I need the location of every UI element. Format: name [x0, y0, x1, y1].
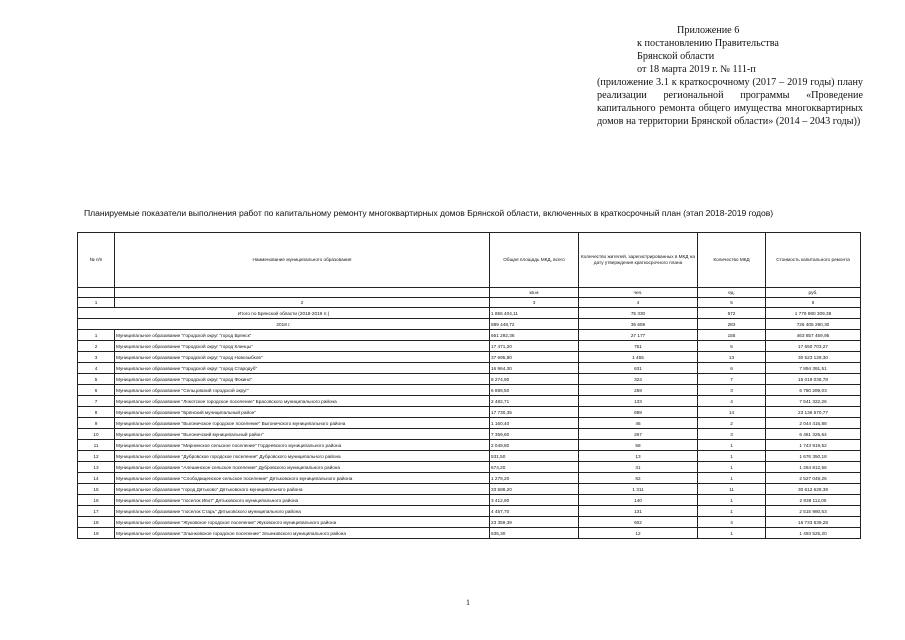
- row-count: 13: [698, 352, 766, 363]
- row-cost: 2 527 049,26: [766, 473, 861, 484]
- row-area: 4 457,70: [490, 506, 579, 517]
- row-area: 2 049,80: [490, 440, 579, 451]
- row-num: 16: [78, 495, 115, 506]
- table-row: [78, 440, 861, 451]
- row-area: 23 359,39: [490, 517, 579, 528]
- row-municipality: Муниципальное образование "Мирнинское сельское поселение" Гордеевского муниципального района: [115, 440, 490, 451]
- row-cost: 30 523 128,30: [766, 352, 861, 363]
- table-column-numbers-row: [78, 298, 861, 308]
- row-municipality: Муниципальное образование "Алешинское сельское поселение" Дубровского муниципального района: [115, 462, 490, 473]
- row-num: 19: [78, 528, 115, 539]
- row-area: 17 471,20: [490, 341, 579, 352]
- appendix-line-region: Брянской области: [637, 51, 715, 62]
- year-area: 889 448,72: [490, 319, 579, 330]
- row-area: 1 160,40: [490, 418, 579, 429]
- row-num: 4: [78, 363, 115, 374]
- row-num: 10: [78, 429, 115, 440]
- row-municipality: Муниципальное образование "Слободищенское сельское поселение" Дятьковского муниципального района: [115, 473, 490, 484]
- row-municipality: Муниципальное образование "Городской округ "город Новозыбков": [115, 352, 490, 363]
- row-area: 2 482,71: [490, 396, 579, 407]
- col-number: 6: [766, 298, 861, 308]
- table-row: [78, 462, 861, 473]
- row-count: 1: [698, 440, 766, 451]
- row-cost: 23 136 570,77: [766, 407, 861, 418]
- row-area: 3 412,90: [490, 495, 579, 506]
- row-cost: 7 894 391,51: [766, 363, 861, 374]
- row-cost: 30 612 628,39: [766, 484, 861, 495]
- row-num: 8: [78, 407, 115, 418]
- table-header-row: [78, 233, 861, 288]
- year-cost: 726 405 290,30: [766, 319, 861, 330]
- row-num: 18: [78, 517, 115, 528]
- row-count: 2: [698, 418, 766, 429]
- table-row: [78, 385, 861, 396]
- row-residents: 46: [579, 418, 698, 429]
- row-municipality: Муниципальное образование "поселок Старь" Дятьковского муниципального района: [115, 506, 490, 517]
- row-municipality: Муниципальное образование "Городской округ "город Фокино": [115, 374, 490, 385]
- row-count: 4: [698, 396, 766, 407]
- row-count: 5: [698, 341, 766, 352]
- row-cost: 2 515 980,53: [766, 506, 861, 517]
- header-count: Количество МКД: [698, 233, 766, 288]
- table-row: [78, 484, 861, 495]
- row-area: 33 588,20: [490, 484, 579, 495]
- row-cost: 1 493 525,20: [766, 528, 861, 539]
- table-row: [78, 473, 861, 484]
- row-residents: 58: [579, 440, 698, 451]
- row-cost: 1 264 812,56: [766, 462, 861, 473]
- row-residents: 131: [579, 506, 698, 517]
- total-label: Итого по Брянской области (2018-2019 гг.): [78, 308, 490, 319]
- year-residents: 35 659: [579, 319, 698, 330]
- row-residents: 699: [579, 407, 698, 418]
- row-area: 531,50: [490, 451, 579, 462]
- row-municipality: Муниципальное образование "Сельцовский городской округ": [115, 385, 490, 396]
- row-num: 7: [78, 396, 115, 407]
- row-cost: 16 733 539,28: [766, 517, 861, 528]
- row-count: 1: [698, 495, 766, 506]
- row-count: 3: [698, 429, 766, 440]
- row-num: 2: [78, 341, 115, 352]
- row-area: 16 964,30: [490, 363, 579, 374]
- row-count: 1: [698, 451, 766, 462]
- row-cost: 2 938 112,05: [766, 495, 861, 506]
- row-num: 5: [78, 374, 115, 385]
- row-municipality: Муниципальное образование "город Дятьково" Дятьковского муниципального района: [115, 484, 490, 495]
- row-municipality: Муниципальное образование "Брянский муниципальный район": [115, 407, 490, 418]
- row-cost: 15 019 036,78: [766, 374, 861, 385]
- page-number: 1: [466, 598, 470, 607]
- total-count: 572: [698, 308, 766, 319]
- row-count: 4: [698, 517, 766, 528]
- row-residents: 31: [579, 462, 698, 473]
- row-cost: 2 044 416,88: [766, 418, 861, 429]
- table-row: [78, 418, 861, 429]
- row-num: 1: [78, 330, 115, 341]
- row-area: 674,20: [490, 462, 579, 473]
- row-num: 11: [78, 440, 115, 451]
- table-row: [78, 330, 861, 341]
- row-residents: 602: [579, 517, 698, 528]
- table-row: [78, 495, 861, 506]
- header-residents: Количество жителей, зарегистрированных в МКД на дату утверждения краткосрочного плана: [579, 233, 698, 288]
- document-title: Планируемые показатели выполнения работ по капитальному ремонту многоквартирных домов Брянской области, включенных в краткосрочный план (этап 2018-2019 годов): [84, 208, 774, 218]
- row-municipality: Муниципальное образование "Выгоничский муниципальный район": [115, 429, 490, 440]
- row-municipality: Муниципальное образование "Городской округ "город Стародуб": [115, 363, 490, 374]
- row-residents: 751: [579, 341, 698, 352]
- row-cost: 17 650 703,27: [766, 341, 861, 352]
- col-number: 3: [490, 298, 579, 308]
- row-area: 661 292,36: [490, 330, 579, 341]
- row-num: 3: [78, 352, 115, 363]
- row-num: 15: [78, 484, 115, 495]
- table-row: [78, 517, 861, 528]
- row-count: 6: [698, 363, 766, 374]
- row-residents: 267: [579, 429, 698, 440]
- row-municipality: Муниципальное образование "Дубровское городское поселение" Дубровского муниципального района: [115, 451, 490, 462]
- row-municipality: Муниципальное образование "Выгоничское городское поселение" Выгоничского муниципального района: [115, 418, 490, 429]
- unit-area: кв.м: [490, 288, 579, 298]
- row-municipality: Муниципальное образование "Жуковское городское поселение" Жуковского муниципального района: [115, 517, 490, 528]
- total-cost: 1 779 980 309,38: [766, 308, 861, 319]
- data-table: [77, 232, 861, 539]
- row-residents: 140: [579, 495, 698, 506]
- row-residents: 13: [579, 451, 698, 462]
- total-row: [78, 308, 861, 319]
- row-residents: 27 177: [579, 330, 698, 341]
- row-residents: 133: [579, 396, 698, 407]
- header-cost: Стоимость капитального ремонта: [766, 233, 861, 288]
- row-residents: 12: [579, 528, 698, 539]
- year-row: [78, 319, 861, 330]
- row-cost: 6 461 325,64: [766, 429, 861, 440]
- row-cost: 463 857 469,95: [766, 330, 861, 341]
- row-municipality: Муниципальное образование "Городской округ "город Брянск": [115, 330, 490, 341]
- header-area: Общая площадь МКД, всего: [490, 233, 579, 288]
- year-label: 2018 г.: [78, 319, 490, 330]
- unit-count: ед.: [698, 288, 766, 298]
- year-count: 283: [698, 319, 766, 330]
- table-row: [78, 407, 861, 418]
- unit-residents: чел.: [579, 288, 698, 298]
- row-cost: 1 743 919,52: [766, 440, 861, 451]
- row-num: 17: [78, 506, 115, 517]
- row-area: 1 279,20: [490, 473, 579, 484]
- row-area: 7 359,60: [490, 429, 579, 440]
- table-row: [78, 374, 861, 385]
- row-residents: 631: [579, 363, 698, 374]
- table-row: [78, 528, 861, 539]
- row-cost: 1 676 350,18: [766, 451, 861, 462]
- row-num: 6: [78, 385, 115, 396]
- row-residents: 324: [579, 374, 698, 385]
- row-cost: 7 541 322,26: [766, 396, 861, 407]
- row-num: 9: [78, 418, 115, 429]
- col-number: 4: [579, 298, 698, 308]
- row-count: 1: [698, 473, 766, 484]
- row-area: 8 274,90: [490, 374, 579, 385]
- table-row: [78, 506, 861, 517]
- header-name: Наименование муниципального образования: [115, 233, 490, 288]
- row-count: 155: [698, 330, 766, 341]
- row-residents: 1 311: [579, 484, 698, 495]
- appendix-line-date: от 18 марта 2019 г. № 111-п: [637, 64, 756, 75]
- col-number: 1: [78, 298, 115, 308]
- table-row: [78, 429, 861, 440]
- table-row: [78, 341, 861, 352]
- row-count: 7: [698, 374, 766, 385]
- row-area: 17 730,35: [490, 407, 579, 418]
- row-municipality: Муниципальное образование "поселок Ивот" Дятьковского муниципального района: [115, 495, 490, 506]
- row-residents: 259: [579, 385, 698, 396]
- row-area: 535,30: [490, 528, 579, 539]
- row-count: 3: [698, 385, 766, 396]
- unit-cost: руб.: [766, 288, 861, 298]
- row-num: 13: [78, 462, 115, 473]
- row-municipality: Муниципальное образование "Городской округ "город Клинцы": [115, 341, 490, 352]
- table-units-row: [78, 288, 861, 298]
- row-count: 11: [698, 484, 766, 495]
- col-number: 5: [698, 298, 766, 308]
- row-municipality: Муниципальное образование "Злынковское городское поселение" Злынковского муниципального района: [115, 528, 490, 539]
- row-count: 1: [698, 506, 766, 517]
- row-residents: 82: [579, 473, 698, 484]
- header-num: № п/п: [78, 233, 115, 288]
- table-row: [78, 363, 861, 374]
- appendix-line-resolution: к постановлению Правительства: [637, 38, 779, 49]
- table-row: [78, 451, 861, 462]
- row-num: 12: [78, 451, 115, 462]
- row-count: 1: [698, 462, 766, 473]
- row-municipality: Муниципальное образование "Локотское городское поселение" Брасовского муниципального района: [115, 396, 490, 407]
- appendix-note: [597, 24, 863, 128]
- total-area: 1 856 404,11: [490, 308, 579, 319]
- table-row: [78, 352, 861, 363]
- row-cost: 6 780 289,03: [766, 385, 861, 396]
- row-num: 14: [78, 473, 115, 484]
- col-number: 2: [115, 298, 490, 308]
- row-count: 14: [698, 407, 766, 418]
- row-area: 37 695,80: [490, 352, 579, 363]
- row-area: 6 889,50: [490, 385, 579, 396]
- table-row: [78, 396, 861, 407]
- appendix-line-reference: (приложение 3.1 к краткосрочному (2017 – 2019 годы) плану реализации региональной программы «Проведение капитального ремонта общего имущества многоквартирных домов на территории Брянской области» (2014 – 2043 годы)): [597, 77, 863, 127]
- row-count: 1: [698, 528, 766, 539]
- total-residents: 75 330: [579, 308, 698, 319]
- row-residents: 1 465: [579, 352, 698, 363]
- appendix-line-title: Приложение 6: [677, 25, 740, 36]
